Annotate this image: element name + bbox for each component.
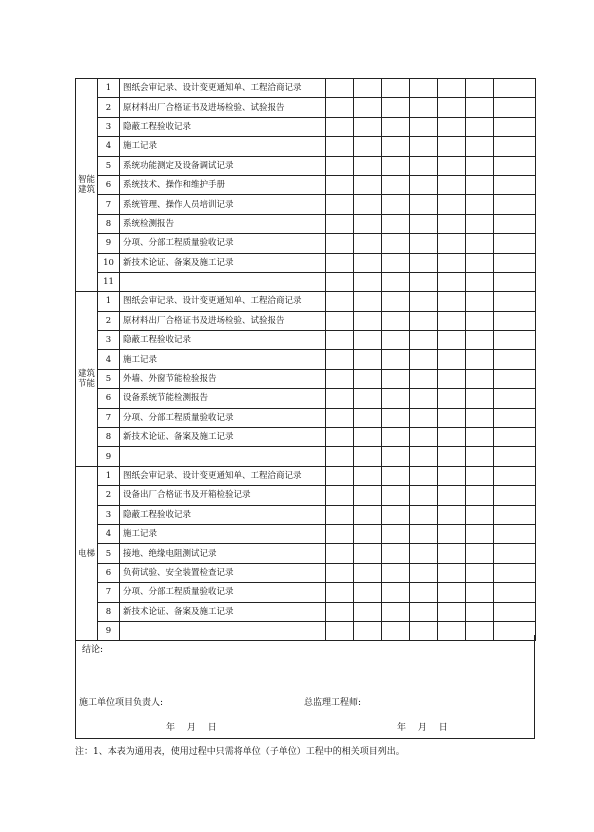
blank-cell[interactable]	[326, 272, 354, 291]
row-number: 5	[98, 369, 120, 388]
blank-cell[interactable]	[494, 272, 536, 291]
blank-cell[interactable]	[354, 447, 382, 466]
blank-cell[interactable]	[354, 350, 382, 369]
blank-cell[interactable]	[494, 369, 536, 388]
blank-cell[interactable]	[326, 369, 354, 388]
blank-cell[interactable]	[382, 389, 410, 408]
blank-cell[interactable]	[354, 156, 382, 175]
row-number: 3	[98, 117, 120, 136]
table-row	[76, 175, 536, 194]
row-number: 3	[98, 505, 120, 524]
blank-cell[interactable]	[326, 331, 354, 350]
blank-cell[interactable]	[382, 214, 410, 233]
blank-cell[interactable]	[494, 175, 536, 194]
row-number: 1	[98, 466, 120, 485]
blank-cell[interactable]	[354, 544, 382, 563]
row-number: 10	[98, 253, 120, 272]
conclusion-label: 结论:	[82, 645, 104, 655]
blank-cell[interactable]	[410, 331, 438, 350]
record-item: 系统检测报告	[120, 214, 326, 233]
blank-cell[interactable]	[466, 137, 494, 156]
blank-cell[interactable]	[410, 602, 438, 621]
signature-section	[75, 635, 535, 739]
blank-cell[interactable]	[382, 79, 410, 98]
blank-cell[interactable]	[410, 524, 438, 543]
row-number: 4	[98, 524, 120, 543]
row-number: 7	[98, 195, 120, 214]
blank-cell[interactable]	[438, 466, 466, 485]
blank-cell[interactable]	[466, 524, 494, 543]
blank-cell[interactable]	[494, 156, 536, 175]
blank-cell[interactable]	[410, 350, 438, 369]
blank-cell[interactable]	[494, 350, 536, 369]
blank-cell[interactable]	[382, 369, 410, 388]
blank-cell[interactable]	[354, 563, 382, 582]
record-item: 隐蔽工程验收记录	[120, 505, 326, 524]
blank-cell[interactable]	[466, 583, 494, 602]
table-row	[76, 214, 536, 233]
table-row	[76, 544, 536, 563]
blank-cell[interactable]	[494, 214, 536, 233]
record-item: 新技术论证、备案及施工记录	[120, 602, 326, 621]
record-item: 施工记录	[120, 350, 326, 369]
blank-cell[interactable]	[326, 350, 354, 369]
table-row	[76, 408, 536, 427]
blank-cell[interactable]	[382, 98, 410, 117]
row-number: 8	[98, 428, 120, 447]
record-item	[120, 272, 326, 291]
blank-cell[interactable]	[382, 331, 410, 350]
blank-cell[interactable]	[382, 253, 410, 272]
blank-cell[interactable]	[354, 602, 382, 621]
blank-cell[interactable]	[326, 137, 354, 156]
blank-cell[interactable]	[410, 253, 438, 272]
blank-cell[interactable]	[466, 428, 494, 447]
blank-cell[interactable]	[466, 505, 494, 524]
blank-cell[interactable]	[382, 544, 410, 563]
blank-cell[interactable]	[354, 311, 382, 330]
blank-cell[interactable]	[382, 195, 410, 214]
blank-cell[interactable]	[326, 428, 354, 447]
row-number: 3	[98, 331, 120, 350]
row-number: 11	[98, 272, 120, 291]
blank-cell[interactable]	[438, 311, 466, 330]
blank-cell[interactable]	[438, 389, 466, 408]
blank-cell[interactable]	[466, 486, 494, 505]
record-item: 分项、分部工程质量验收记录	[120, 408, 326, 427]
blank-cell[interactable]	[438, 408, 466, 427]
blank-cell[interactable]	[354, 408, 382, 427]
blank-cell[interactable]	[438, 79, 466, 98]
blank-cell[interactable]	[354, 292, 382, 311]
blank-cell[interactable]	[466, 253, 494, 272]
blank-cell[interactable]	[354, 214, 382, 233]
record-item: 系统技术、操作和维护手册	[120, 175, 326, 194]
blank-cell[interactable]	[438, 486, 466, 505]
record-item: 负荷试验、安全装置检查记录	[120, 563, 326, 582]
table-row	[76, 98, 536, 117]
table-row	[76, 563, 536, 582]
blank-cell[interactable]	[466, 98, 494, 117]
row-number: 7	[98, 408, 120, 427]
blank-cell[interactable]	[494, 408, 536, 427]
blank-cell[interactable]	[410, 98, 438, 117]
blank-cell[interactable]	[466, 79, 494, 98]
blank-cell[interactable]	[438, 272, 466, 291]
record-item: 原材料出厂合格证书及进场检验、试验报告	[120, 311, 326, 330]
records-table	[75, 78, 536, 641]
blank-cell[interactable]	[494, 253, 536, 272]
table-row	[76, 389, 536, 408]
blank-cell[interactable]	[466, 272, 494, 291]
blank-cell[interactable]	[410, 292, 438, 311]
record-item: 施工记录	[120, 137, 326, 156]
record-item: 分项、分部工程质量验收记录	[120, 583, 326, 602]
blank-cell[interactable]	[382, 602, 410, 621]
row-number: 2	[98, 98, 120, 117]
table-row	[76, 350, 536, 369]
blank-cell[interactable]	[410, 466, 438, 485]
table-row	[76, 137, 536, 156]
blank-cell[interactable]	[466, 602, 494, 621]
blank-cell[interactable]	[438, 292, 466, 311]
blank-cell[interactable]	[466, 311, 494, 330]
blank-cell[interactable]	[354, 583, 382, 602]
blank-cell[interactable]	[494, 602, 536, 621]
blank-cell[interactable]	[410, 428, 438, 447]
blank-cell[interactable]	[326, 486, 354, 505]
category-cell: 建筑节能	[76, 292, 98, 467]
blank-cell[interactable]	[326, 466, 354, 485]
blank-cell[interactable]	[438, 602, 466, 621]
blank-cell[interactable]	[466, 234, 494, 253]
row-number: 7	[98, 583, 120, 602]
blank-cell[interactable]	[438, 583, 466, 602]
blank-cell[interactable]	[326, 156, 354, 175]
blank-cell[interactable]	[326, 389, 354, 408]
blank-cell[interactable]	[382, 486, 410, 505]
blank-cell[interactable]	[354, 466, 382, 485]
blank-cell[interactable]	[354, 175, 382, 194]
record-item: 设备系统节能检测报告	[120, 389, 326, 408]
blank-cell[interactable]	[410, 505, 438, 524]
row-number: 1	[98, 79, 120, 98]
blank-cell[interactable]	[410, 117, 438, 136]
blank-cell[interactable]	[494, 466, 536, 485]
blank-cell[interactable]	[410, 447, 438, 466]
blank-cell[interactable]	[326, 583, 354, 602]
record-item: 分项、分部工程质量验收记录	[120, 234, 326, 253]
blank-cell[interactable]	[410, 389, 438, 408]
record-item: 设备出厂合格证书及开箱检验记录	[120, 486, 326, 505]
blank-cell[interactable]	[466, 544, 494, 563]
blank-cell[interactable]	[354, 428, 382, 447]
blank-cell[interactable]	[410, 544, 438, 563]
row-number: 6	[98, 389, 120, 408]
blank-cell[interactable]	[382, 292, 410, 311]
blank-cell[interactable]	[494, 428, 536, 447]
blank-cell[interactable]	[494, 292, 536, 311]
blank-cell[interactable]	[354, 369, 382, 388]
blank-cell[interactable]	[466, 156, 494, 175]
chief-supervisor-label: 总监理工程师:	[304, 698, 362, 708]
record-item: 系统管理、操作人员培训记录	[120, 195, 326, 214]
record-item: 图纸会审记录、设计变更通知单、工程洽商记录	[120, 292, 326, 311]
blank-cell[interactable]	[494, 544, 536, 563]
table-row	[76, 311, 536, 330]
blank-cell[interactable]	[382, 505, 410, 524]
record-item: 新技术论证、备案及施工记录	[120, 428, 326, 447]
table-row	[76, 505, 536, 524]
blank-cell[interactable]	[438, 350, 466, 369]
table-row	[76, 486, 536, 505]
row-number: 5	[98, 156, 120, 175]
blank-cell[interactable]	[438, 447, 466, 466]
row-number: 4	[98, 137, 120, 156]
blank-cell[interactable]	[410, 137, 438, 156]
blank-cell[interactable]	[326, 175, 354, 194]
blank-cell[interactable]	[466, 389, 494, 408]
blank-cell[interactable]	[410, 408, 438, 427]
record-item: 外墙、外窗节能检验报告	[120, 369, 326, 388]
table-row	[76, 79, 536, 98]
blank-cell[interactable]	[438, 98, 466, 117]
blank-cell[interactable]	[326, 98, 354, 117]
blank-cell[interactable]	[354, 253, 382, 272]
blank-cell[interactable]	[382, 175, 410, 194]
record-item: 接地、绝缘电阻测试记录	[120, 544, 326, 563]
record-item: 施工记录	[120, 524, 326, 543]
blank-cell[interactable]	[466, 195, 494, 214]
blank-cell[interactable]	[466, 408, 494, 427]
blank-cell[interactable]	[326, 214, 354, 233]
table-row	[76, 524, 536, 543]
row-number: 4	[98, 350, 120, 369]
blank-cell[interactable]	[410, 195, 438, 214]
blank-cell[interactable]	[494, 563, 536, 582]
row-number: 5	[98, 544, 120, 563]
record-item: 原材料出厂合格证书及进场检验、试验报告	[120, 98, 326, 117]
row-number: 6	[98, 175, 120, 194]
blank-cell[interactable]	[438, 563, 466, 582]
blank-cell[interactable]	[494, 311, 536, 330]
row-number: 9	[98, 447, 120, 466]
blank-cell[interactable]	[326, 234, 354, 253]
blank-cell[interactable]	[466, 331, 494, 350]
category-cell: 智能建筑	[76, 79, 98, 292]
blank-cell[interactable]	[382, 234, 410, 253]
contractor-date: 年 月 日	[166, 723, 217, 733]
table-row	[76, 272, 536, 291]
blank-cell[interactable]	[438, 195, 466, 214]
row-number: 1	[98, 292, 120, 311]
blank-cell[interactable]	[494, 234, 536, 253]
blank-cell[interactable]	[326, 79, 354, 98]
blank-cell[interactable]	[326, 195, 354, 214]
blank-cell[interactable]	[410, 486, 438, 505]
table-row	[76, 466, 536, 485]
blank-cell[interactable]	[326, 602, 354, 621]
blank-cell[interactable]	[326, 253, 354, 272]
blank-cell[interactable]	[438, 524, 466, 543]
blank-cell[interactable]	[326, 544, 354, 563]
blank-cell[interactable]	[354, 98, 382, 117]
blank-cell[interactable]	[466, 214, 494, 233]
blank-cell[interactable]	[382, 428, 410, 447]
blank-cell[interactable]	[382, 311, 410, 330]
blank-cell[interactable]	[354, 486, 382, 505]
record-item: 图纸会审记录、设计变更通知单、工程洽商记录	[120, 466, 326, 485]
blank-cell[interactable]	[410, 563, 438, 582]
blank-cell[interactable]	[494, 447, 536, 466]
blank-cell[interactable]	[494, 98, 536, 117]
blank-cell[interactable]	[354, 505, 382, 524]
blank-cell[interactable]	[354, 195, 382, 214]
blank-cell[interactable]	[494, 117, 536, 136]
blank-cell[interactable]	[382, 466, 410, 485]
blank-cell[interactable]	[410, 234, 438, 253]
blank-cell[interactable]	[382, 408, 410, 427]
blank-cell[interactable]	[410, 311, 438, 330]
blank-cell[interactable]	[382, 137, 410, 156]
blank-cell[interactable]	[438, 234, 466, 253]
blank-cell[interactable]	[410, 214, 438, 233]
table-row	[76, 369, 536, 388]
blank-cell[interactable]	[354, 234, 382, 253]
record-item: 图纸会审记录、设计变更通知单、工程洽商记录	[120, 79, 326, 98]
blank-cell[interactable]	[354, 137, 382, 156]
blank-cell[interactable]	[494, 137, 536, 156]
blank-cell[interactable]	[466, 175, 494, 194]
blank-cell[interactable]	[438, 214, 466, 233]
row-number: 9	[98, 621, 120, 640]
blank-cell[interactable]	[438, 331, 466, 350]
table-row	[76, 602, 536, 621]
blank-cell[interactable]	[494, 505, 536, 524]
row-number: 8	[98, 602, 120, 621]
blank-cell[interactable]	[494, 486, 536, 505]
blank-cell[interactable]	[326, 292, 354, 311]
blank-cell[interactable]	[382, 117, 410, 136]
supervisor-date: 年 月 日	[397, 723, 448, 733]
blank-cell[interactable]	[438, 544, 466, 563]
record-item: 系统功能测定及设备调试记录	[120, 156, 326, 175]
table-row	[76, 292, 536, 311]
blank-cell[interactable]	[382, 524, 410, 543]
blank-cell[interactable]	[438, 117, 466, 136]
blank-cell[interactable]	[438, 505, 466, 524]
blank-cell[interactable]	[410, 156, 438, 175]
table-row	[76, 253, 536, 272]
blank-cell[interactable]	[354, 331, 382, 350]
blank-cell[interactable]	[354, 272, 382, 291]
row-number: 6	[98, 563, 120, 582]
blank-cell[interactable]	[410, 583, 438, 602]
record-item	[120, 447, 326, 466]
blank-cell[interactable]	[326, 117, 354, 136]
blank-cell[interactable]	[438, 156, 466, 175]
blank-cell[interactable]	[438, 369, 466, 388]
table-row	[76, 156, 536, 175]
blank-cell[interactable]	[494, 524, 536, 543]
row-number: 2	[98, 486, 120, 505]
blank-cell[interactable]	[326, 563, 354, 582]
table-row	[76, 428, 536, 447]
blank-cell[interactable]	[466, 292, 494, 311]
table-row	[76, 117, 536, 136]
blank-cell[interactable]	[466, 466, 494, 485]
row-number: 2	[98, 311, 120, 330]
blank-cell[interactable]	[326, 524, 354, 543]
record-item: 隐蔽工程验收记录	[120, 117, 326, 136]
table-row	[76, 195, 536, 214]
table-row	[76, 447, 536, 466]
blank-cell[interactable]	[326, 505, 354, 524]
record-item: 新技术论证、备案及施工记录	[120, 253, 326, 272]
blank-cell[interactable]	[494, 195, 536, 214]
blank-cell[interactable]	[494, 389, 536, 408]
blank-cell[interactable]	[382, 447, 410, 466]
blank-cell[interactable]	[382, 272, 410, 291]
blank-cell[interactable]	[382, 583, 410, 602]
blank-cell[interactable]	[382, 156, 410, 175]
blank-cell[interactable]	[410, 369, 438, 388]
blank-cell[interactable]	[410, 272, 438, 291]
blank-cell[interactable]	[466, 563, 494, 582]
table-row	[76, 234, 536, 253]
footnote: 注：1、本表为通用表，使用过程中只需将单位（子单位）工程中的相关项目列出。	[75, 747, 405, 757]
blank-cell[interactable]	[494, 79, 536, 98]
blank-cell[interactable]	[466, 350, 494, 369]
row-number: 9	[98, 234, 120, 253]
blank-cell[interactable]	[354, 117, 382, 136]
table-row	[76, 583, 536, 602]
blank-cell[interactable]	[326, 311, 354, 330]
blank-cell[interactable]	[410, 175, 438, 194]
record-item: 隐蔽工程验收记录	[120, 331, 326, 350]
blank-cell[interactable]	[466, 447, 494, 466]
blank-cell[interactable]	[438, 428, 466, 447]
blank-cell[interactable]	[326, 408, 354, 427]
blank-cell[interactable]	[382, 350, 410, 369]
blank-cell[interactable]	[410, 79, 438, 98]
blank-cell[interactable]	[326, 447, 354, 466]
blank-cell[interactable]	[438, 137, 466, 156]
contractor-manager-label: 施工单位项目负责人:	[79, 698, 164, 708]
blank-cell[interactable]	[494, 583, 536, 602]
blank-cell[interactable]	[354, 79, 382, 98]
category-cell: 电梯	[76, 466, 98, 641]
blank-cell[interactable]	[354, 389, 382, 408]
row-number: 8	[98, 214, 120, 233]
blank-cell[interactable]	[438, 253, 466, 272]
blank-cell[interactable]	[494, 331, 536, 350]
blank-cell[interactable]	[382, 563, 410, 582]
blank-cell[interactable]	[466, 369, 494, 388]
table-row	[76, 331, 536, 350]
blank-cell[interactable]	[438, 175, 466, 194]
blank-cell[interactable]	[466, 117, 494, 136]
blank-cell[interactable]	[354, 524, 382, 543]
